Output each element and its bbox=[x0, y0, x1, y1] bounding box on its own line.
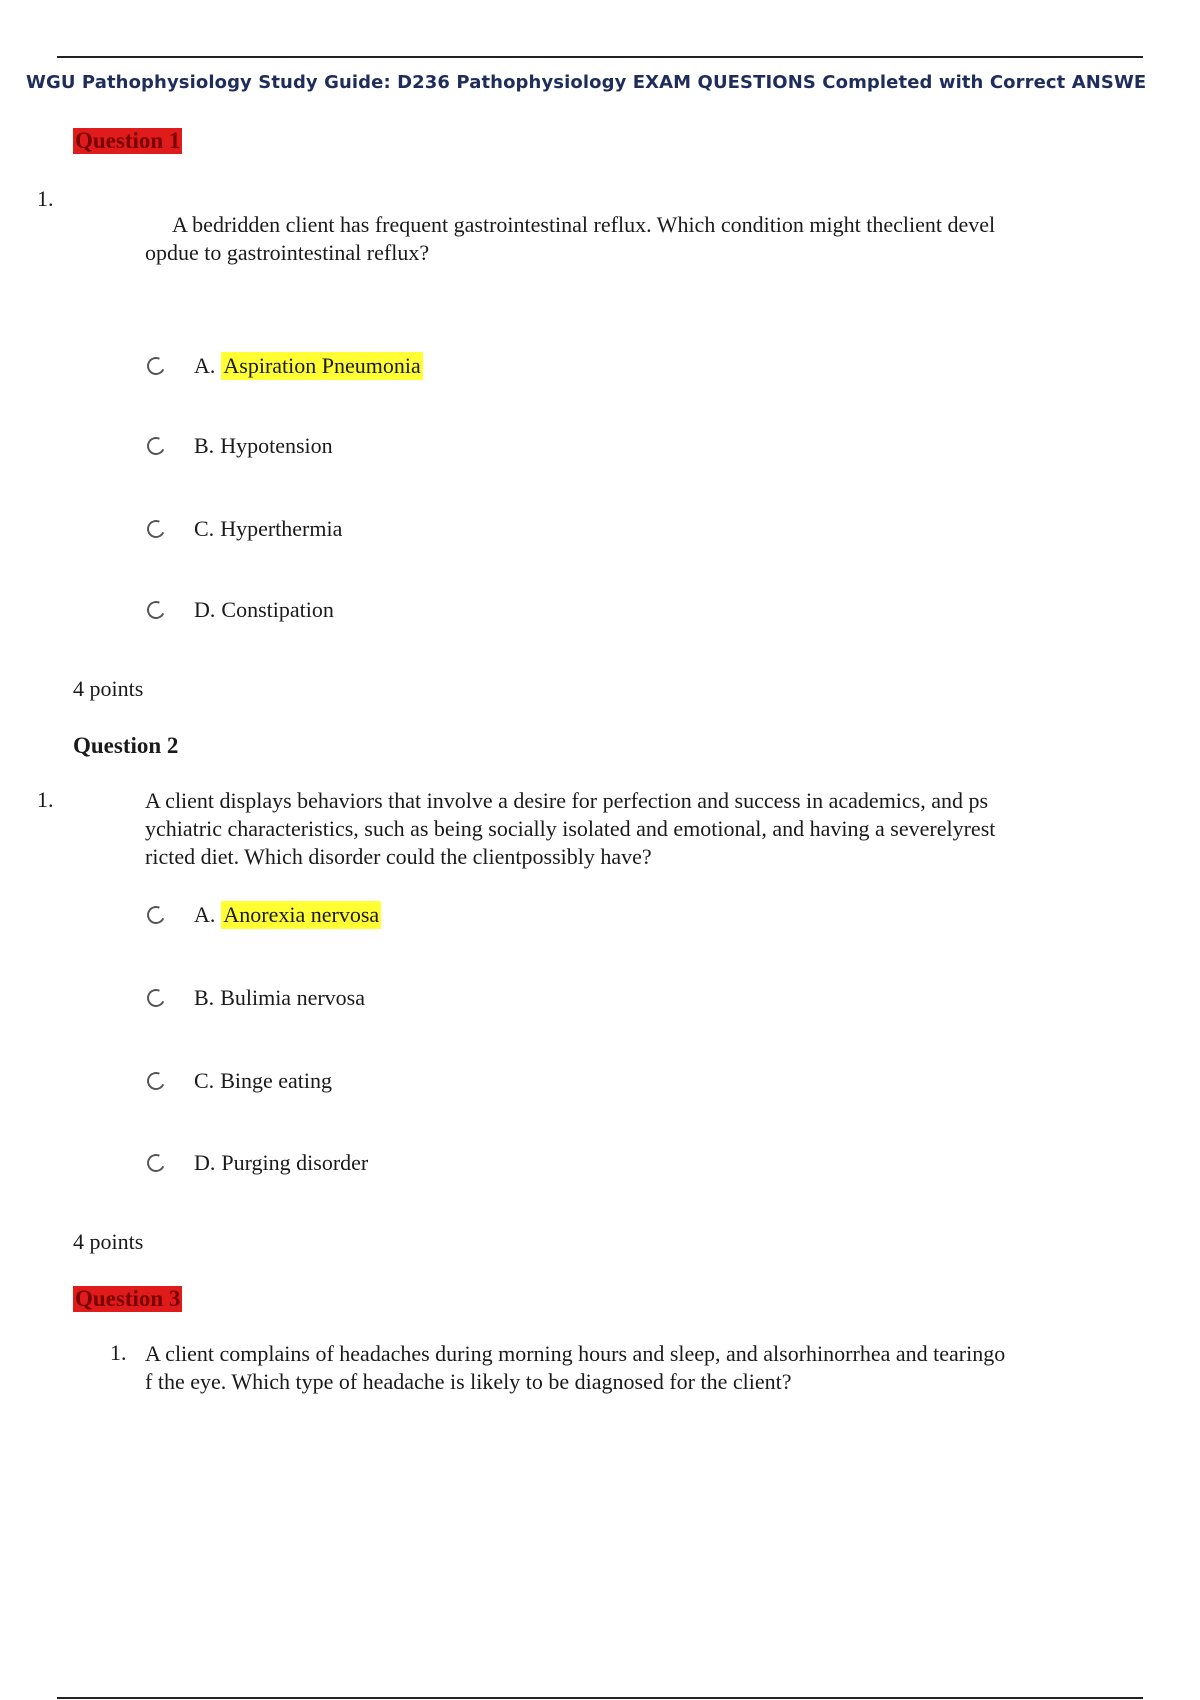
question-1-title: Question 1 bbox=[75, 128, 181, 153]
option-text-correct: Aspiration Pneumonia bbox=[223, 353, 421, 378]
question-1-option-c[interactable] bbox=[147, 515, 342, 543]
question-2-option-d[interactable] bbox=[147, 1149, 368, 1177]
radio-icon[interactable] bbox=[144, 354, 167, 377]
option-text: Bulimia nervosa bbox=[220, 985, 365, 1010]
option-letter: B. bbox=[194, 433, 215, 458]
document-header: WGU Pathophysiology Study Guide: D236 Pathophysiology EXAM QUESTIONS Completed with Correct ANSWE bbox=[26, 72, 1147, 93]
question-3-number: 1. bbox=[110, 1340, 127, 1365]
option-letter: C. bbox=[194, 1068, 215, 1093]
question-1-points: 4 points bbox=[73, 676, 144, 701]
bottom-rule bbox=[57, 1697, 1143, 1699]
question-2-stem bbox=[145, 787, 1075, 871]
option-text: Constipation bbox=[221, 597, 334, 622]
question-2-stem-line: A client displays behaviors that involve a desire for perfection and success in academics, and ps bbox=[145, 788, 989, 813]
question-3-stem-line: A client complains of headaches during morning hours and sleep, and alsorhinorrhea and tearingo bbox=[145, 1341, 1006, 1366]
option-text: Hypotension bbox=[220, 433, 333, 458]
question-2-option-a[interactable] bbox=[147, 901, 381, 929]
question-1-stem-line: opdue to gastrointestinal reflux? bbox=[145, 240, 430, 265]
option-letter: D. bbox=[194, 597, 216, 622]
radio-icon[interactable] bbox=[144, 1069, 167, 1092]
option-text-correct: Anorexia nervosa bbox=[223, 902, 380, 927]
radio-icon[interactable] bbox=[144, 434, 167, 457]
question-2-number: 1. bbox=[37, 787, 54, 812]
option-letter: D. bbox=[194, 1150, 216, 1175]
question-2-option-b[interactable] bbox=[147, 984, 365, 1012]
question-1-option-a[interactable] bbox=[147, 352, 423, 380]
option-letter: C. bbox=[194, 516, 215, 541]
option-letter: A. bbox=[194, 902, 216, 927]
question-1-number: 1. bbox=[37, 186, 54, 211]
question-1-option-d[interactable] bbox=[147, 596, 334, 624]
question-2-stem-line: ychiatric characteristics, such as being socially isolated and emotional, and having a severelyrest bbox=[145, 816, 996, 841]
option-text: Purging disorder bbox=[221, 1150, 369, 1175]
radio-icon[interactable] bbox=[144, 598, 167, 621]
question-3-title: Question 3 bbox=[75, 1286, 181, 1311]
option-letter: B. bbox=[194, 985, 215, 1010]
question-2-option-c[interactable] bbox=[147, 1067, 332, 1095]
question-2-title: Question 2 bbox=[73, 733, 179, 758]
question-3-stem bbox=[145, 1340, 1075, 1396]
radio-icon[interactable] bbox=[144, 517, 167, 540]
question-2-points: 4 points bbox=[73, 1229, 144, 1254]
question-1-stem bbox=[145, 211, 1075, 267]
question-3-stem-line: f the eye. Which type of headache is likely to be diagnosed for the client? bbox=[145, 1369, 792, 1394]
question-1-stem-line: A bedridden client has frequent gastrointestinal reflux. Which condition might theclient devel bbox=[172, 212, 996, 237]
question-2-stem-line: ricted diet. Which disorder could the clientpossibly have? bbox=[145, 844, 652, 869]
top-rule bbox=[57, 56, 1143, 58]
option-text: Hyperthermia bbox=[220, 516, 343, 541]
radio-icon[interactable] bbox=[144, 1151, 167, 1174]
option-letter: A. bbox=[194, 353, 216, 378]
option-text: Binge eating bbox=[220, 1068, 332, 1093]
question-1-option-b[interactable] bbox=[147, 432, 333, 460]
radio-icon[interactable] bbox=[144, 903, 167, 926]
radio-icon[interactable] bbox=[144, 986, 167, 1009]
